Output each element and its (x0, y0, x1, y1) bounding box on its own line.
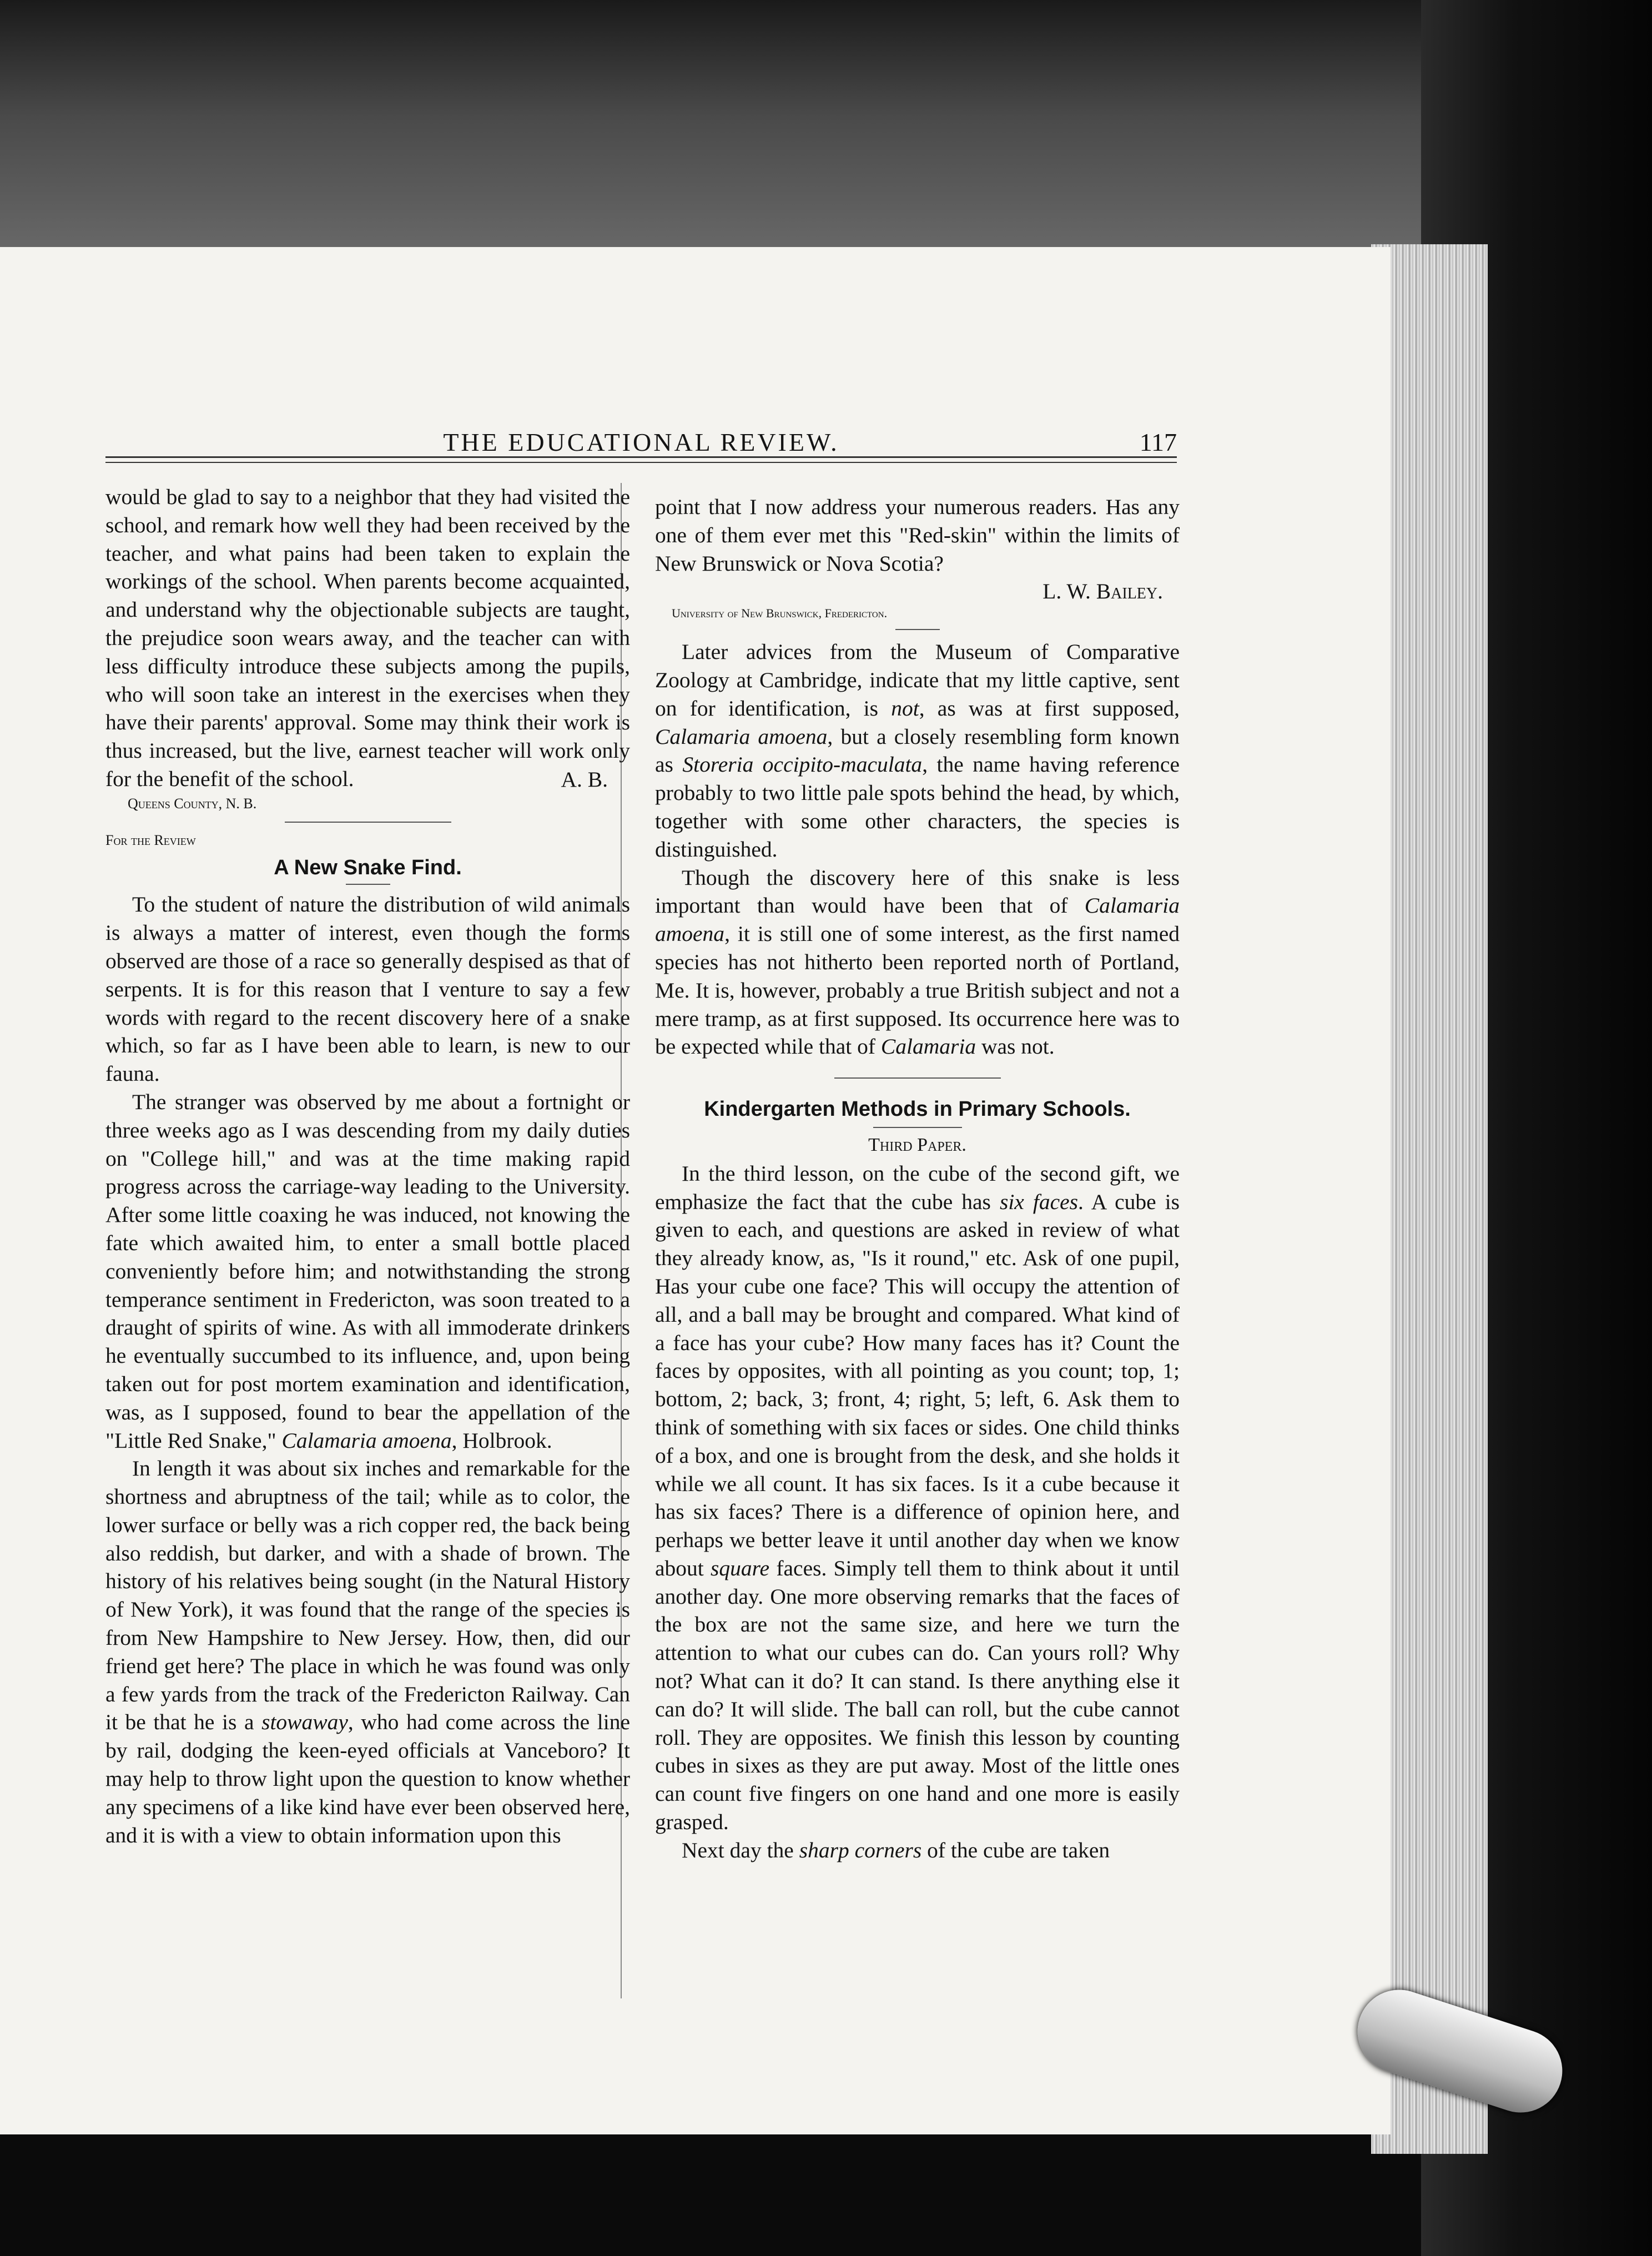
article-title: A New Snake Find. (274, 855, 462, 879)
article-continuation: point that I now address your numerous readers. Has any one of them ever met this "Red-skin" within the limits of New Brunswick or Nova Scotia? (655, 495, 1180, 576)
letter-continuation: would be glad to say to a neighbor that they had visited the school, and remark how well they had been received by the teacher, and what pains had been taken to explain the workings of the school. When parents become acquainted, and understand why the objectionable subjects are taught, the prejudice soon wears away, and the teacher can with less difficulty introduce these subjects among the pupils, who will soon take an interest in the exercises when they have their parents' approval. Some may think their work is thus increased, but the live, earnest teacher will work only for the benefit of the school. (105, 485, 630, 791)
text-run: , but a closely resembling form known as (655, 724, 1180, 777)
text-run: The stranger was observed by me about a fortnight or three weeks ago as I was descending from my daily duties on "College hill," and was at the time making rapid progress across the carriage-way leading to the University. After some little coaxing he was induced, not knowing the fate which awaited him, to enter a small bottle placed conveniently before him; and notwithstanding the strong temperance sentiment in Fredericton, was soon treated to a draught of spirits of wine. As with all immoderate drinkers he eventually succumbed to its influence, and, upon being taken out for post mortem examination and identification, was, as I supposed, found to bear the appellation of the "Little Red Snake," (105, 1089, 630, 1453)
text-run: was not. (976, 1034, 1055, 1059)
article-paragraph (655, 864, 1180, 1061)
header-rule-double (105, 462, 1177, 463)
emphasis: sharp corners (799, 1837, 922, 1862)
article-title: Kindergarten Methods in Primary Schools. (704, 1097, 1131, 1121)
article-paragraph: To the student of nature the distribution of wild animals is always a matter of interest, even though the forms observed are those of a race so generally despised as that of serpents. It is for this reason that I venture to say a few words with regard to the recent discovery here of a snake which, so far as I have been able to learn, is new to our fauna. (105, 892, 630, 1086)
page-header (105, 427, 1177, 472)
running-title: THE EDUCATIONAL REVIEW. (443, 428, 839, 456)
text-run: , who had come across the line by rail, dodging the keen-eyed officials at Vanceboro? It may help to throw light upon the question to know whether any specimens of a like kind have ever been observed here, and it is with a view to obtain information upon this (105, 1710, 631, 1847)
text-run: Though the discovery here of this snake is less important than would have been that of (655, 865, 1180, 918)
emphasis: square (711, 1555, 770, 1580)
page-number: 117 (1139, 428, 1177, 456)
species-name: Calamaria amoena (655, 724, 828, 749)
article-paragraph (105, 1088, 630, 1454)
article-paragraph (655, 1160, 1180, 1836)
title-rule (346, 884, 390, 885)
species-name: Calamaria amoena (655, 893, 1180, 946)
emphasis: six faces (999, 1189, 1079, 1214)
species-name: Storeria occipito-maculata (682, 752, 923, 777)
text-run: . A cube is given to each, and questions are asked in review of what they already know, as, "Is it round," etc. Ask of one pupil, Has your cube one face? This will occupy the attention of all, and a ball may be brought and compared. What kind of a face has your cube? How many faces has it? Count the faces by opposites, with all pointing as you count; top, 1; bottom, 2; back, 3; front, 4; right, 5; left, 6. Ask them to think of something with six faces or sides. One child thinks of a box, and one is brought from the desk, and she holds it while we all count. It has six faces. Is it a cube because it has six faces? There is a difference of opinion here, and perhaps we better leave it until another day when we know about (655, 1189, 1180, 1580)
text-run: faces. Simply tell them to think about it until another day. One more observing remarks that the faces of the box are not the same size, and here we turn the attention to what our cubes can do. Can yours roll? Why not? What can it do? It can stand. Is there anything else it can do? It will slide. The ball can roll, but the cube cannot roll. They are opposites. We finish this lesson by counting cubes in sixes as they are put away. Most of the little ones can count five fingers on one hand and one more is easily grasped. (655, 1555, 1180, 1835)
article-paragraph (105, 1454, 630, 1849)
title-rule (873, 1127, 962, 1128)
text-run: Next day the (682, 1837, 794, 1862)
text-run: , the name having reference probably to two little pale spots behind the head, by which, together with some other characters, the species is distinguished. (655, 752, 1180, 862)
article-subtitle: Third Paper. (868, 1134, 966, 1155)
letter-place: Queens County, N. B. (128, 795, 257, 812)
section-rule (834, 1077, 1001, 1079)
text-run: In length it was about six inches and remarkable for the shortness and abruptness of the tail; while as to color, the lower surface or belly was a rich copper red, the back being also reddish, but darker, and with a shade of brown. The history of his relatives being sought (in the Natural History of New York), it was found that the range of the species is from New Hampshire to New Jersey. How, then, did our friend get here? The place in which he was found was only a few yards from the track of the Fredericton Railway. Can it be that he is a (105, 1456, 630, 1735)
scanner-background-top (0, 0, 1652, 261)
section-rule (895, 629, 940, 630)
author-affiliation: University of New Brunswick, Fredericton. (672, 606, 888, 621)
left-column (105, 483, 630, 1849)
text-run: , it is still one of some interest, as the first named species has not hitherto been reported north of Portland, Me. It is, however, probably a true British subject and not a mere tramp, as at first supposed. Its occurrence here was to be expected while that of (655, 921, 1180, 1059)
text-run: Later advices from the Museum of Comparative Zoology at Cambridge, indicate that my little captive, sent on for identification, is (655, 639, 1180, 721)
article-paragraph (655, 1836, 1180, 1865)
letter-signature: A. B. (561, 767, 608, 792)
species-name: Calamaria amoena (281, 1428, 452, 1453)
right-column (655, 493, 1180, 1865)
section-rule (285, 822, 451, 823)
article-kicker: For the Review (105, 832, 196, 848)
text-run: , Holbrook. (451, 1428, 552, 1453)
text-run: , as was at first supposed, (919, 696, 1180, 721)
author-signature: L. W. Bailey. (1042, 579, 1163, 604)
article-paragraph (655, 638, 1180, 863)
emphasis: not (891, 696, 919, 721)
emphasis: stowaway (261, 1710, 348, 1735)
text-run: In the third lesson, on the cube of the second gift, we emphasize the fact that the cube has (655, 1161, 1180, 1214)
species-name: Calamaria (880, 1034, 976, 1059)
text-run: of the cube are taken (921, 1837, 1110, 1862)
header-rule (105, 456, 1177, 458)
